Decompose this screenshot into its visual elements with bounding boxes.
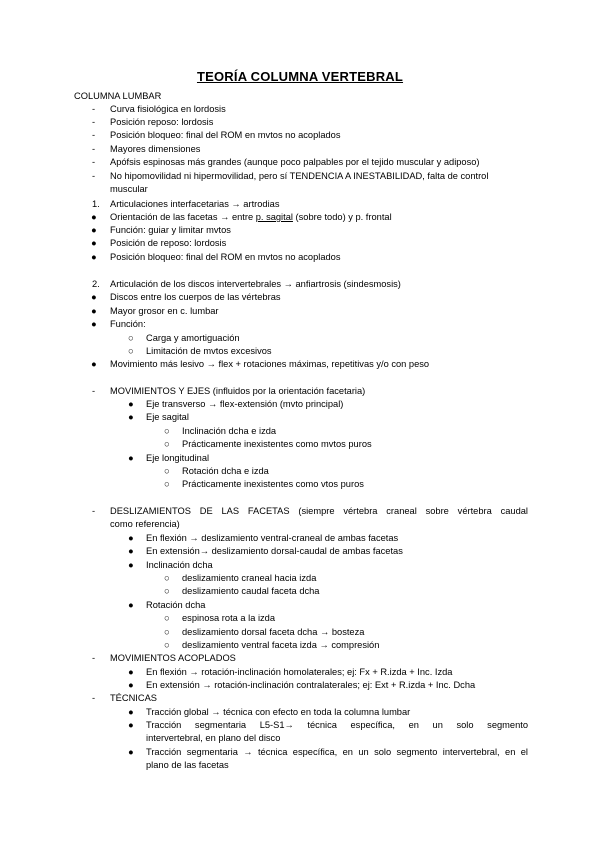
list-item: Posición reposo: lordosis	[110, 117, 214, 127]
list-item: Eje transverso → flex-extensión (mvto principal)	[146, 399, 344, 409]
list-item	[110, 211, 392, 224]
list-item: Apófsis espinosas más grandes (aunque poco palpables por el tejido muscular y adiposo)	[110, 157, 480, 167]
list-item: Carga y amortiguación	[146, 333, 240, 343]
dash-marker: -	[92, 171, 96, 181]
deslizamientos-label-continuation: como referencia)	[110, 519, 180, 529]
bullet-marker: ●	[91, 319, 97, 329]
list-item: Mayores dimensiones	[110, 144, 201, 154]
dash-marker: -	[92, 144, 96, 154]
bullet-marker: ●	[91, 212, 97, 222]
list-item: Posición de reposo: lordosis	[110, 238, 227, 248]
list-item: Curva fisiológica en lordosis	[110, 104, 226, 114]
bullet-marker: ●	[128, 412, 134, 422]
circle-marker: ○	[164, 613, 170, 623]
circle-marker: ○	[164, 426, 170, 436]
list-item: Prácticamente inexistentes como vtos puros	[182, 479, 364, 489]
list-item: En extensión→ deslizamiento dorsal-caudal de ambas facetas	[146, 546, 403, 556]
bullet-marker: ●	[128, 560, 134, 570]
bullet-marker: ●	[128, 546, 134, 556]
art2-label: Articulación de los discos intervertebrales → anfiartrosis (sindesmosis)	[110, 279, 401, 289]
bullet-marker: ●	[128, 399, 134, 409]
list-item: Movimiento más lesivo → flex + rotaciones máximas, repetitivas y/o con peso	[110, 359, 430, 369]
circle-marker: ○	[128, 333, 134, 343]
list-item: deslizamiento dorsal faceta dcha → bosteza	[182, 627, 365, 637]
deslizamientos-label: DESLIZAMIENTOS DE LAS FACETAS (siempre vértebra craneal sobre vértebra caudal	[110, 506, 528, 516]
list-item: No hipomovilidad ni hipermovilidad, pero sí TENDENCIA A INESTABILIDAD, falta de control	[110, 171, 489, 181]
list-item: En flexión → deslizamiento ventral-craneal de ambas facetas	[146, 533, 399, 543]
list-item: Posición bloqueo: final del ROM en mvtos no acoplados	[110, 252, 341, 262]
list-item: deslizamiento craneal hacia izda	[182, 573, 317, 583]
bullet-marker: ●	[128, 453, 134, 463]
list-item: Función: guiar y limitar mvtos	[110, 225, 231, 235]
orient-pre: Orientación de las facetas → entre	[110, 212, 256, 222]
dash-marker: -	[92, 693, 96, 703]
list-item: Discos entre los cuerpos de las vértebras	[110, 292, 281, 302]
dash-marker: -	[92, 386, 96, 396]
circle-marker: ○	[164, 479, 170, 489]
bullet-marker: ●	[128, 533, 134, 543]
list-item: Posición bloqueo: final del ROM en mvtos no acoplados	[110, 130, 341, 140]
list-item: Tracción global → técnica con efecto en toda la columna lumbar	[146, 707, 411, 717]
bullet-marker: ●	[91, 252, 97, 262]
bullet-marker: ●	[128, 600, 134, 610]
dash-marker: -	[92, 653, 96, 663]
art1-label: Articulaciones interfacetarias → artrodias	[110, 199, 280, 209]
dash-marker: -	[92, 104, 96, 114]
bullet-marker: ●	[91, 292, 97, 302]
list-item: En flexión → rotación-inclinación homolaterales; ej: Fx + R.izda + Inc. Izda	[146, 667, 453, 677]
list-item: Eje sagital	[146, 412, 189, 422]
list-number: 1.	[92, 199, 100, 209]
list-item: Tracción segmentaria → técnica específica, en un solo segmento intervertebral, en el	[146, 747, 528, 757]
list-item: Función:	[110, 319, 146, 329]
orient-post: (sobre todo) y p. frontal	[292, 212, 392, 222]
dash-marker: -	[92, 117, 96, 127]
bullet-marker: ●	[128, 720, 134, 730]
list-item: Tracción segmentaria L5-S1→ técnica específica, en un solo segmento	[146, 720, 528, 730]
list-item: Prácticamente inexistentes como mvtos puros	[182, 439, 372, 449]
acoplados-label: MOVIMIENTOS ACOPLADOS	[110, 653, 236, 663]
circle-marker: ○	[164, 573, 170, 583]
list-item: Rotación dcha	[146, 600, 206, 610]
dash-marker: -	[92, 506, 96, 516]
page-title: TEORÍA COLUMNA VERTEBRAL	[196, 69, 404, 84]
list-item: Eje longitudinal	[146, 453, 210, 463]
bullet-marker: ●	[128, 707, 134, 717]
bullet-marker: ●	[91, 238, 97, 248]
circle-marker: ○	[164, 640, 170, 650]
list-item: deslizamiento caudal faceta dcha	[182, 586, 320, 596]
bullet-marker: ●	[128, 747, 134, 757]
circle-marker: ○	[164, 466, 170, 476]
circle-marker: ○	[128, 346, 134, 356]
list-item-continuation: intervertebral, en plano del disco	[146, 733, 281, 743]
bullet-marker: ●	[91, 359, 97, 369]
list-item: Inclinación dcha	[146, 560, 213, 570]
circle-marker: ○	[164, 439, 170, 449]
list-item: Rotación dcha e izda	[182, 466, 269, 476]
list-number: 2.	[92, 279, 100, 289]
bullet-marker: ●	[128, 667, 134, 677]
bullet-marker: ●	[128, 680, 134, 690]
list-item: Inclinación dcha e izda	[182, 426, 277, 436]
dash-marker: -	[92, 157, 96, 167]
section-heading: COLUMNA LUMBAR	[74, 91, 162, 101]
orient-link: p. sagital	[255, 212, 293, 222]
bullet-marker: ●	[91, 225, 97, 235]
list-item-continuation: plano de las facetas	[146, 760, 229, 770]
circle-marker: ○	[164, 586, 170, 596]
list-item: En extensión → rotación-inclinación contralaterales; ej: Ext + R.izda + Inc. Dcha	[146, 680, 476, 690]
list-item: espinosa rota a la izda	[182, 613, 276, 623]
circle-marker: ○	[164, 627, 170, 637]
list-item: Mayor grosor en c. lumbar	[110, 306, 219, 316]
tecnicas-label: TÉCNICAS	[110, 693, 158, 703]
list-item-continuation: muscular	[110, 184, 148, 194]
movimientos-label: MOVIMIENTOS Y EJES (influidos por la orientación facetaria)	[110, 386, 366, 396]
bullet-marker: ●	[91, 306, 97, 316]
list-item: Limitación de mvtos excesivos	[146, 346, 272, 356]
list-item: deslizamiento ventral faceta izda → compresión	[182, 640, 380, 650]
dash-marker: -	[92, 130, 96, 140]
